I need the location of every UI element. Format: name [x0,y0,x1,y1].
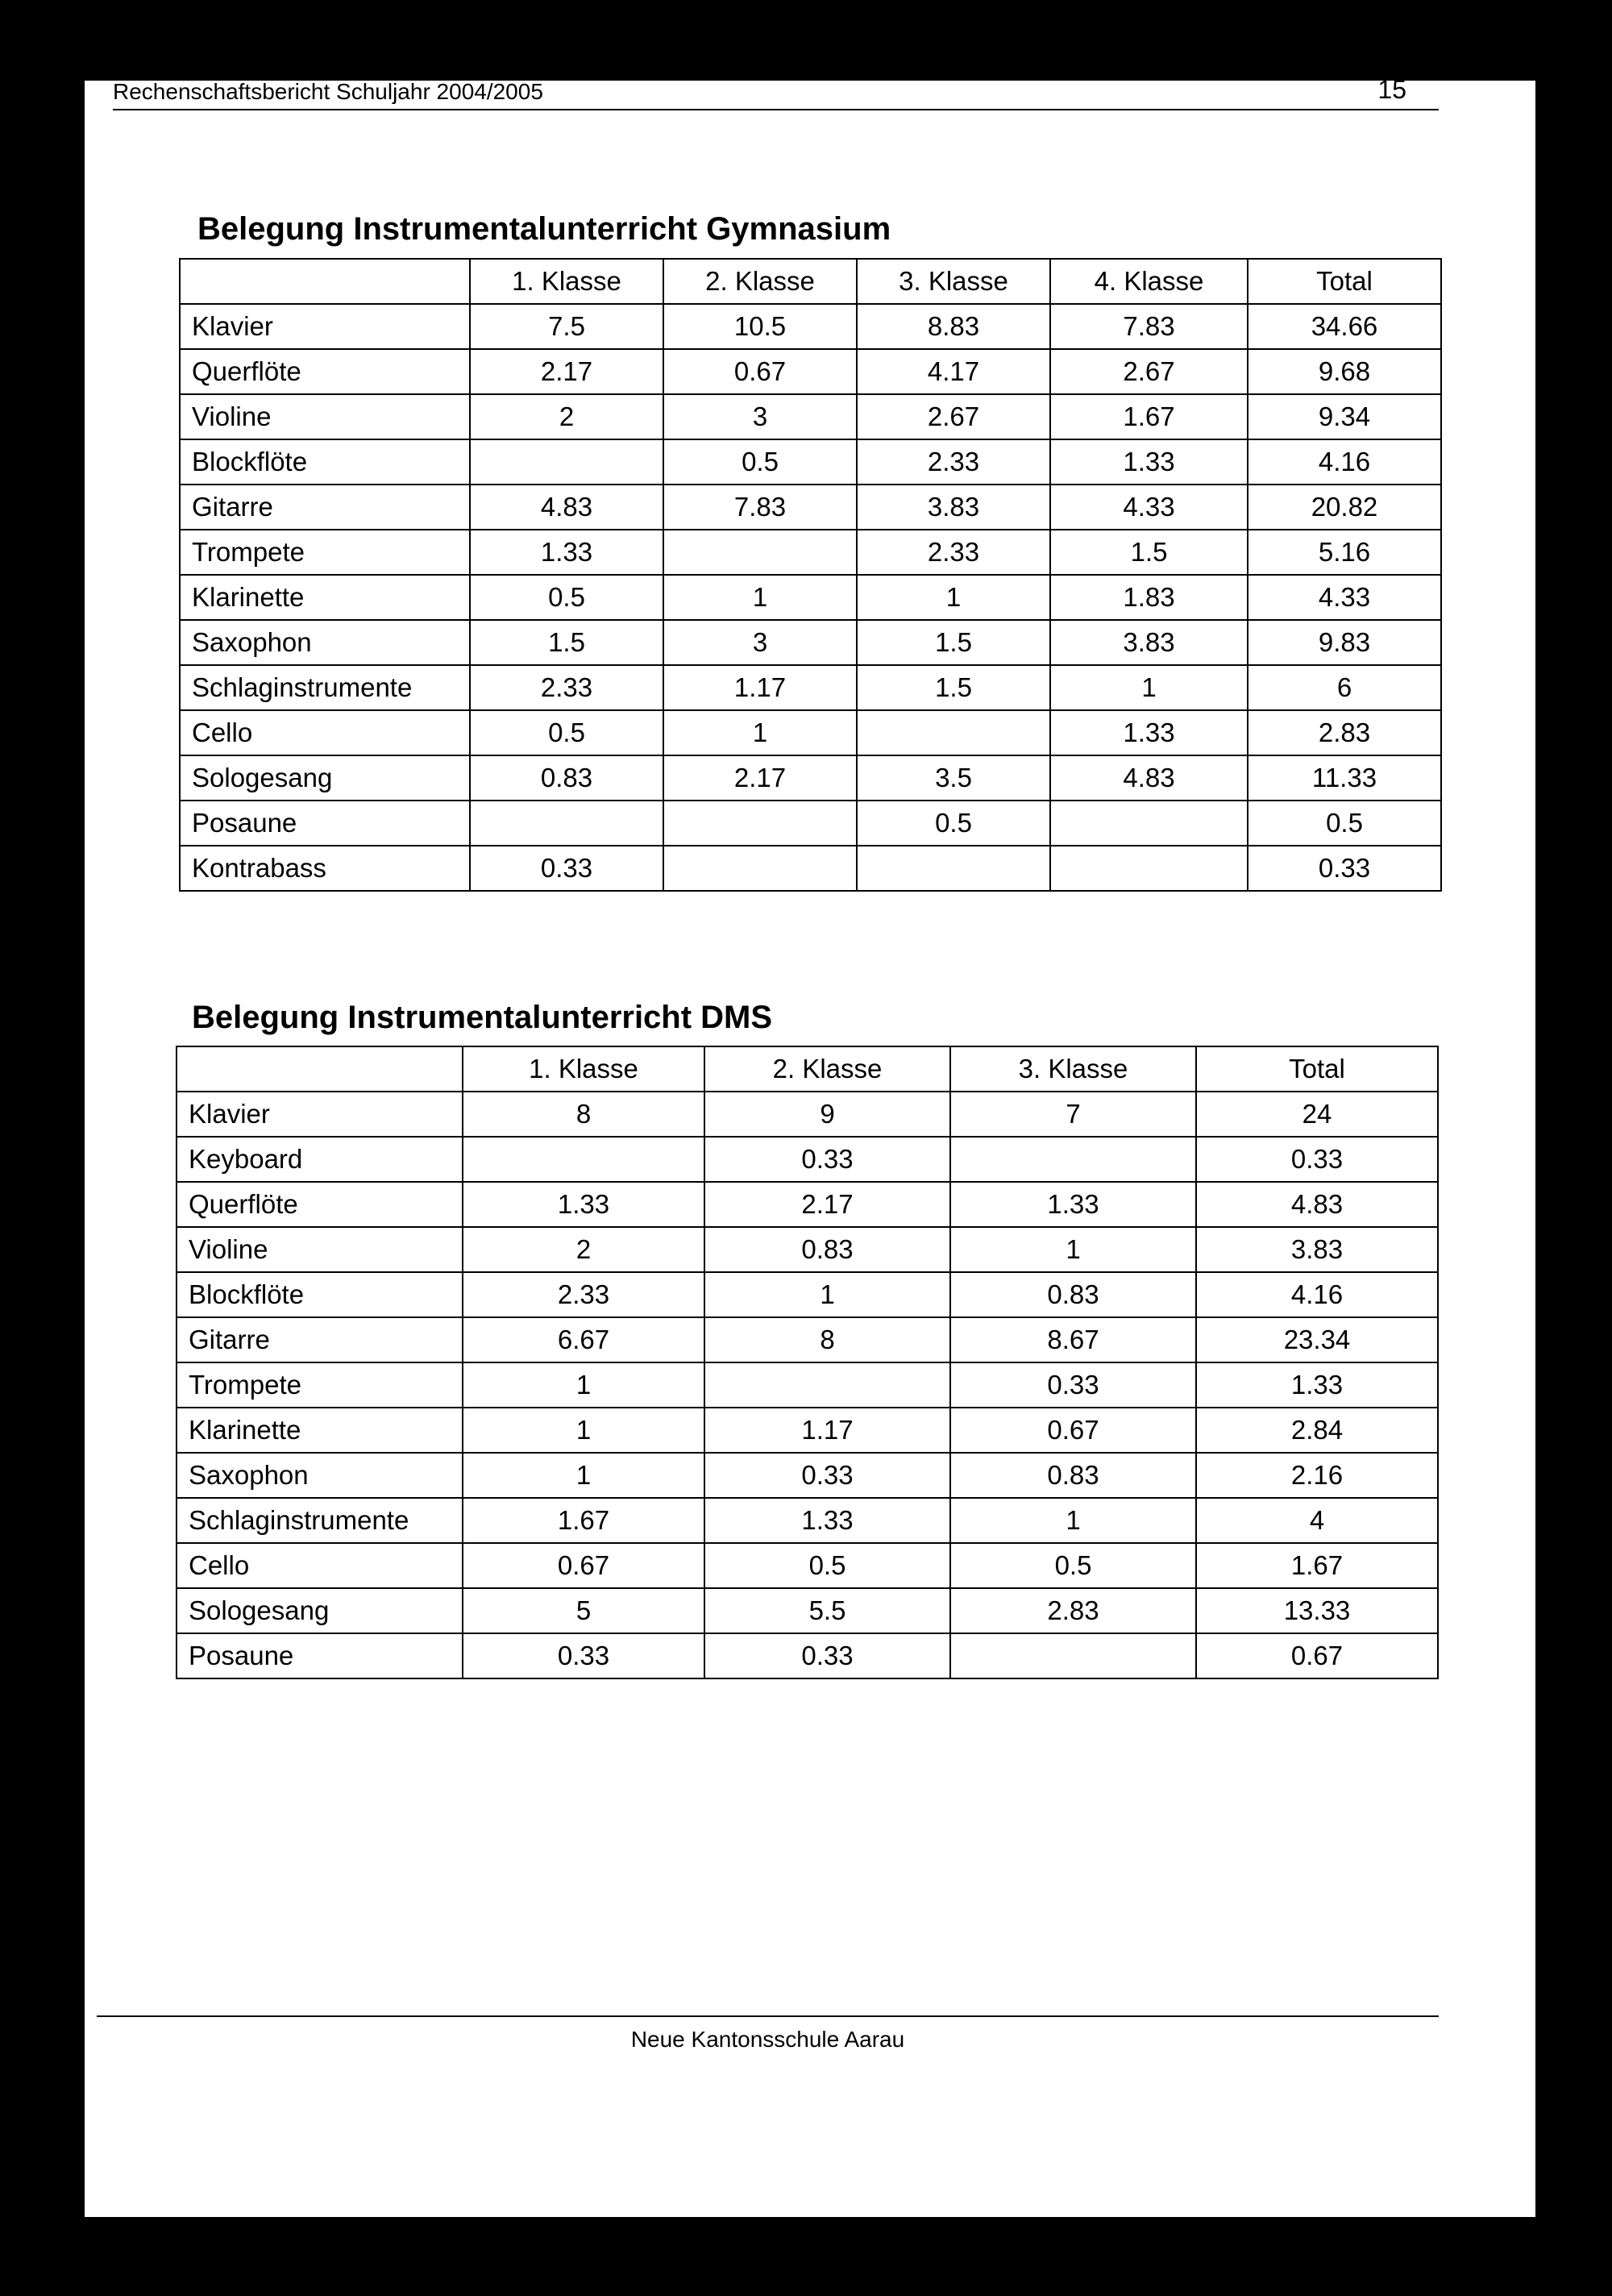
value-cell: 1.33 [470,530,663,575]
value-cell: 0.67 [463,1543,704,1588]
value-cell: 2.17 [470,349,663,394]
value-cell: 1 [704,1272,950,1317]
value-cell: 1 [463,1453,704,1498]
instrument-cell: Klavier [177,1092,463,1137]
value-cell: 10.5 [663,304,857,349]
table-row [177,1317,1438,1362]
value-cell: 20.82 [1248,485,1441,530]
value-cell: 0.67 [1196,1633,1438,1678]
value-cell: 1.17 [663,665,857,710]
value-cell: 0.5 [950,1543,1196,1588]
value-cell: 1.33 [463,1182,704,1227]
value-cell: 0.83 [950,1453,1196,1498]
value-cell: 6 [1248,665,1441,710]
instrument-cell: Posaune [177,1633,463,1678]
value-cell: 11.33 [1248,755,1441,801]
value-cell: 0.5 [470,710,663,755]
table-row [177,1588,1438,1633]
value-cell [663,801,857,846]
table-row [177,1272,1438,1317]
value-cell: 4.83 [470,485,663,530]
value-cell [950,1633,1196,1678]
value-cell: 23.34 [1196,1317,1438,1362]
value-cell: 3.83 [1196,1227,1438,1272]
value-cell: 13.33 [1196,1588,1438,1633]
value-cell: 3 [663,620,857,665]
value-cell: 0.83 [470,755,663,801]
value-cell: 1.33 [1050,439,1248,485]
value-cell: 0.83 [950,1272,1196,1317]
value-cell [704,1362,950,1408]
value-cell [1050,801,1248,846]
value-cell: 2.17 [663,755,857,801]
table-header-row [177,1046,1438,1092]
gymnasium-heading: Belegung Instrumentalunterricht Gymnasium [197,211,891,247]
value-cell: 3 [663,394,857,439]
page-header [113,75,1439,110]
value-cell: 4.16 [1248,439,1441,485]
value-cell: 9 [704,1092,950,1137]
value-cell: 1.5 [1050,530,1248,575]
value-cell: 0.5 [470,575,663,620]
column-header: Total [1196,1046,1438,1092]
instrument-cell: Trompete [177,1362,463,1408]
value-cell: 5.16 [1248,530,1441,575]
table-row [180,304,1441,349]
value-cell: 0.67 [950,1408,1196,1453]
value-cell [470,439,663,485]
value-cell: 3.83 [1050,620,1248,665]
instrument-cell: Sologesang [177,1588,463,1633]
table-row [180,620,1441,665]
value-cell: 7.83 [1050,304,1248,349]
table-row [177,1498,1438,1543]
value-cell: 4.17 [857,349,1050,394]
table-row [180,530,1441,575]
value-cell: 5.5 [704,1588,950,1633]
column-header: 2. Klasse [663,259,857,304]
value-cell: 0.33 [704,1453,950,1498]
value-cell: 1 [663,575,857,620]
header-corner-cell [180,259,470,304]
column-header: Total [1248,259,1441,304]
instrument-cell: Violine [177,1227,463,1272]
instrument-cell: Gitarre [177,1317,463,1362]
value-cell: 4.83 [1196,1182,1438,1227]
value-cell: 2.33 [857,439,1050,485]
value-cell [950,1137,1196,1182]
value-cell: 0.5 [704,1543,950,1588]
instrument-cell: Querflöte [180,349,470,394]
value-cell: 2 [470,394,663,439]
table-row [180,349,1441,394]
table-row [180,575,1441,620]
instrument-cell: Violine [180,394,470,439]
value-cell: 24 [1196,1092,1438,1137]
instrument-cell: Querflöte [177,1182,463,1227]
value-cell: 4.16 [1196,1272,1438,1317]
instrument-cell: Schlaginstrumente [177,1498,463,1543]
instrument-cell: Blockflöte [177,1272,463,1317]
value-cell: 1 [950,1227,1196,1272]
value-cell: 0.83 [704,1227,950,1272]
value-cell: 34.66 [1248,304,1441,349]
value-cell: 1.33 [704,1498,950,1543]
column-header: 3. Klasse [950,1046,1196,1092]
instrument-cell: Cello [177,1543,463,1588]
value-cell: 0.33 [950,1362,1196,1408]
value-cell: 7 [950,1092,1196,1137]
value-cell: 1.5 [857,620,1050,665]
value-cell: 0.33 [1196,1137,1438,1182]
header-corner-cell [177,1046,463,1092]
value-cell: 2.67 [1050,349,1248,394]
gymnasium-table [179,258,1442,892]
value-cell: 2.17 [704,1182,950,1227]
instrument-cell: Sologesang [180,755,470,801]
table-row [177,1362,1438,1408]
column-header: 2. Klasse [704,1046,950,1092]
value-cell: 7.5 [470,304,663,349]
table-row [177,1543,1438,1588]
value-cell: 2.33 [857,530,1050,575]
instrument-cell: Kontrabass [180,846,470,891]
column-header: 1. Klasse [470,259,663,304]
value-cell: 1.17 [704,1408,950,1453]
value-cell: 9.34 [1248,394,1441,439]
value-cell: 8 [704,1317,950,1362]
value-cell: 1 [463,1408,704,1453]
table-row [180,665,1441,710]
value-cell: 2.16 [1196,1453,1438,1498]
table-row [177,1633,1438,1678]
value-cell: 5 [463,1588,704,1633]
value-cell [1050,846,1248,891]
table-row [180,846,1441,891]
value-cell: 1.83 [1050,575,1248,620]
dms-heading: Belegung Instrumentalunterricht DMS [192,1000,773,1035]
value-cell: 0.5 [663,439,857,485]
instrument-cell: Klarinette [180,575,470,620]
table-header-row [180,259,1441,304]
value-cell [463,1137,704,1182]
page-footer: Neue Kantonsschule Aarau [97,2015,1439,2053]
value-cell: 9.83 [1248,620,1441,665]
value-cell: 1.33 [1196,1362,1438,1408]
value-cell: 1 [463,1362,704,1408]
value-cell: 1.67 [463,1498,704,1543]
value-cell: 1.33 [950,1182,1196,1227]
value-cell: 0.67 [663,349,857,394]
dms-table [176,1046,1439,1679]
value-cell: 0.33 [704,1137,950,1182]
value-cell: 8.83 [857,304,1050,349]
value-cell: 4.83 [1050,755,1248,801]
value-cell: 2.33 [470,665,663,710]
column-header: 4. Klasse [1050,259,1248,304]
table-row [180,755,1441,801]
value-cell [857,846,1050,891]
instrument-cell: Cello [180,710,470,755]
value-cell: 2.33 [463,1272,704,1317]
value-cell: 9.68 [1248,349,1441,394]
value-cell: 1 [857,575,1050,620]
instrument-cell: Klavier [180,304,470,349]
table-row [177,1182,1438,1227]
value-cell: 1 [950,1498,1196,1543]
value-cell: 0.5 [857,801,1050,846]
instrument-cell: Gitarre [180,485,470,530]
report-title: Rechenschaftsbericht Schuljahr 2004/2005 [113,79,543,104]
value-cell: 4.33 [1050,485,1248,530]
page-number: 15 [1377,75,1406,104]
value-cell: 1 [1050,665,1248,710]
instrument-cell: Posaune [180,801,470,846]
value-cell: 0.5 [1248,801,1441,846]
instrument-cell: Saxophon [180,620,470,665]
value-cell: 3.83 [857,485,1050,530]
value-cell: 0.33 [704,1633,950,1678]
value-cell: 4.33 [1248,575,1441,620]
value-cell: 1.67 [1196,1543,1438,1588]
value-cell: 1 [663,710,857,755]
value-cell: 1.5 [470,620,663,665]
table-row [177,1092,1438,1137]
value-cell [857,710,1050,755]
value-cell: 8.67 [950,1317,1196,1362]
instrument-cell: Schlaginstrumente [180,665,470,710]
table-row [180,801,1441,846]
value-cell: 7.83 [663,485,857,530]
value-cell: 0.33 [463,1633,704,1678]
instrument-cell: Trompete [180,530,470,575]
instrument-cell: Klarinette [177,1408,463,1453]
value-cell [663,530,857,575]
value-cell: 1.33 [1050,710,1248,755]
table-row [177,1227,1438,1272]
column-header: 3. Klasse [857,259,1050,304]
table-row [177,1453,1438,1498]
value-cell: 2.83 [950,1588,1196,1633]
value-cell [663,846,857,891]
value-cell: 2.67 [857,394,1050,439]
value-cell: 0.33 [470,846,663,891]
value-cell: 1.67 [1050,394,1248,439]
instrument-cell: Blockflöte [180,439,470,485]
table-row [180,394,1441,439]
value-cell: 6.67 [463,1317,704,1362]
value-cell: 8 [463,1092,704,1137]
table-row [180,439,1441,485]
value-cell: 4 [1196,1498,1438,1543]
table-row [177,1137,1438,1182]
column-header: 1. Klasse [463,1046,704,1092]
value-cell: 2.84 [1196,1408,1438,1453]
value-cell: 0.33 [1248,846,1441,891]
table-row [177,1408,1438,1453]
table-row [180,710,1441,755]
value-cell: 3.5 [857,755,1050,801]
table-row [180,485,1441,530]
value-cell: 2 [463,1227,704,1272]
instrument-cell: Saxophon [177,1453,463,1498]
value-cell: 2.83 [1248,710,1441,755]
instrument-cell: Keyboard [177,1137,463,1182]
value-cell [470,801,663,846]
value-cell: 1.5 [857,665,1050,710]
